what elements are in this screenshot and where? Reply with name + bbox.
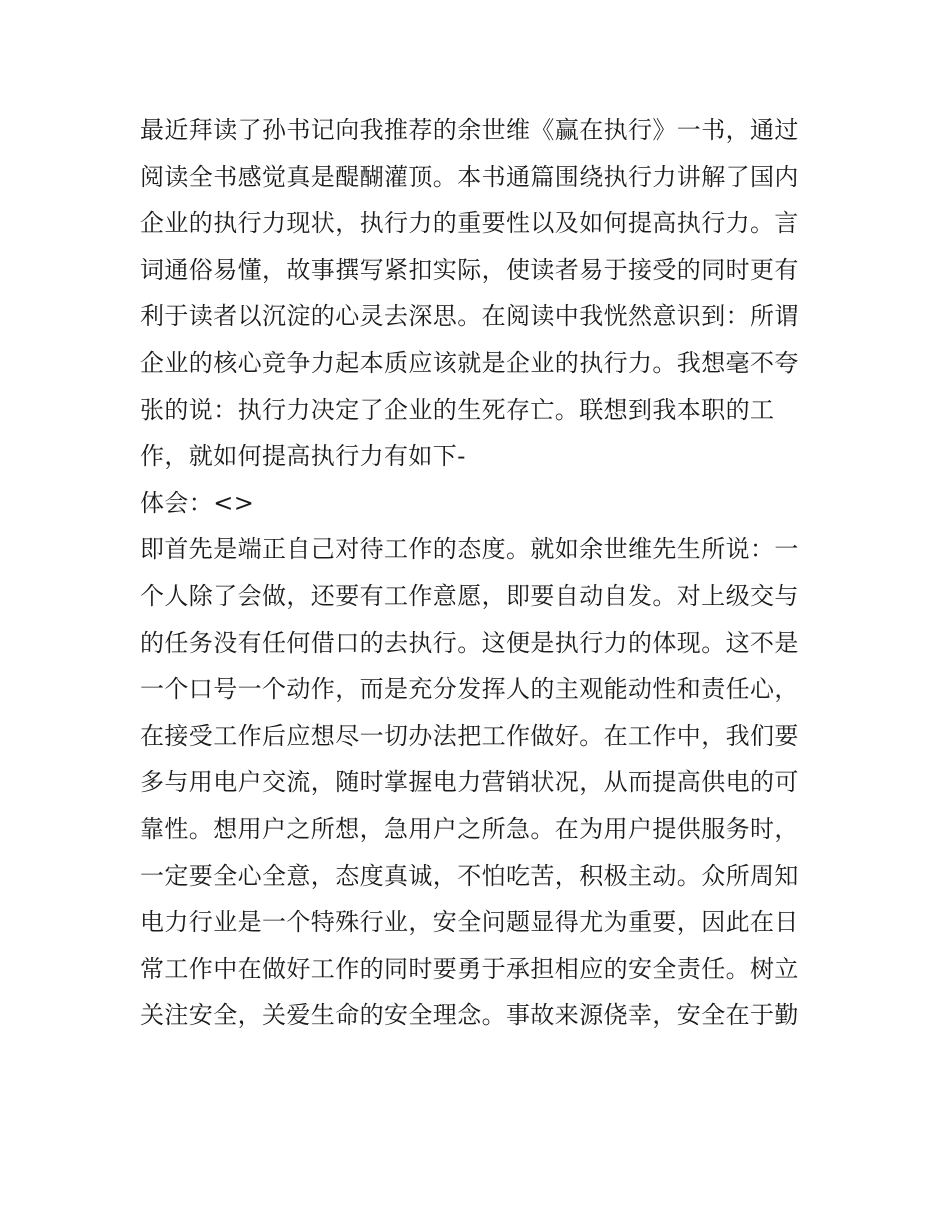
text-line: 张的说：执行力决定了企业的生死存亡。联想到我本职的工	[140, 395, 775, 424]
text-line: 一定要全心全意，态度真诚，不怕吃苦，积极主动。众所周知	[140, 861, 799, 890]
text-line: 靠性。想用户之所想，急用户之所急。在为用户提供服务时，	[140, 814, 799, 843]
text-line: 一个口号一个动作，而是充分发挥人的主观能动性和责任心，	[140, 675, 799, 704]
document-body	[140, 107, 830, 1039]
text-line: 常工作中在做好工作的同时要勇于承担相应的安全责任。树立	[140, 954, 799, 983]
text-line: 利于读者以沉淀的心灵去深思。在阅读中我恍然意识到：所谓	[140, 302, 799, 331]
text-line: 即首先是端正自己对待工作的态度。就如余世维先生所说：一	[140, 535, 799, 564]
text-line: 多与用电户交流，随时掌握电力营销状况，从而提高供电的可	[140, 768, 799, 797]
text-line: 阅读全书感觉真是醍醐灌顶。本书通篇围绕执行力讲解了国内	[140, 162, 799, 191]
text-line: 体会：<>	[140, 488, 255, 517]
text-line: 电力行业是一个特殊行业，安全问题显得尤为重要，因此在日	[140, 908, 799, 937]
text-line: 的任务没有任何借口的去执行。这便是执行力的体现。这不是	[140, 628, 799, 657]
text-line: 企业的核心竞争力起本质应该就是企业的执行力。我想毫不夸	[140, 348, 799, 377]
text-line: 作，就如何提高执行力有如下-	[140, 442, 466, 471]
text-line: 在接受工作后应想尽一切办法把工作做好。在工作中，我们要	[140, 721, 799, 750]
text-line: 个人除了会做，还要有工作意愿，即要自动自发。对上级交与	[140, 581, 799, 610]
text-line: 企业的执行力现状，执行力的重要性以及如何提高执行力。言	[140, 209, 799, 238]
text-line: 词通俗易懂，故事撰写紧扣实际，使读者易于接受的同时更有	[140, 255, 799, 284]
text-line: 关注安全，关爱生命的安全理念。事故来源侥幸，安全在于勤	[140, 1001, 799, 1030]
text-line: 最近拜读了孙书记向我推荐的余世维《赢在执行》一书，通过	[140, 116, 799, 144]
